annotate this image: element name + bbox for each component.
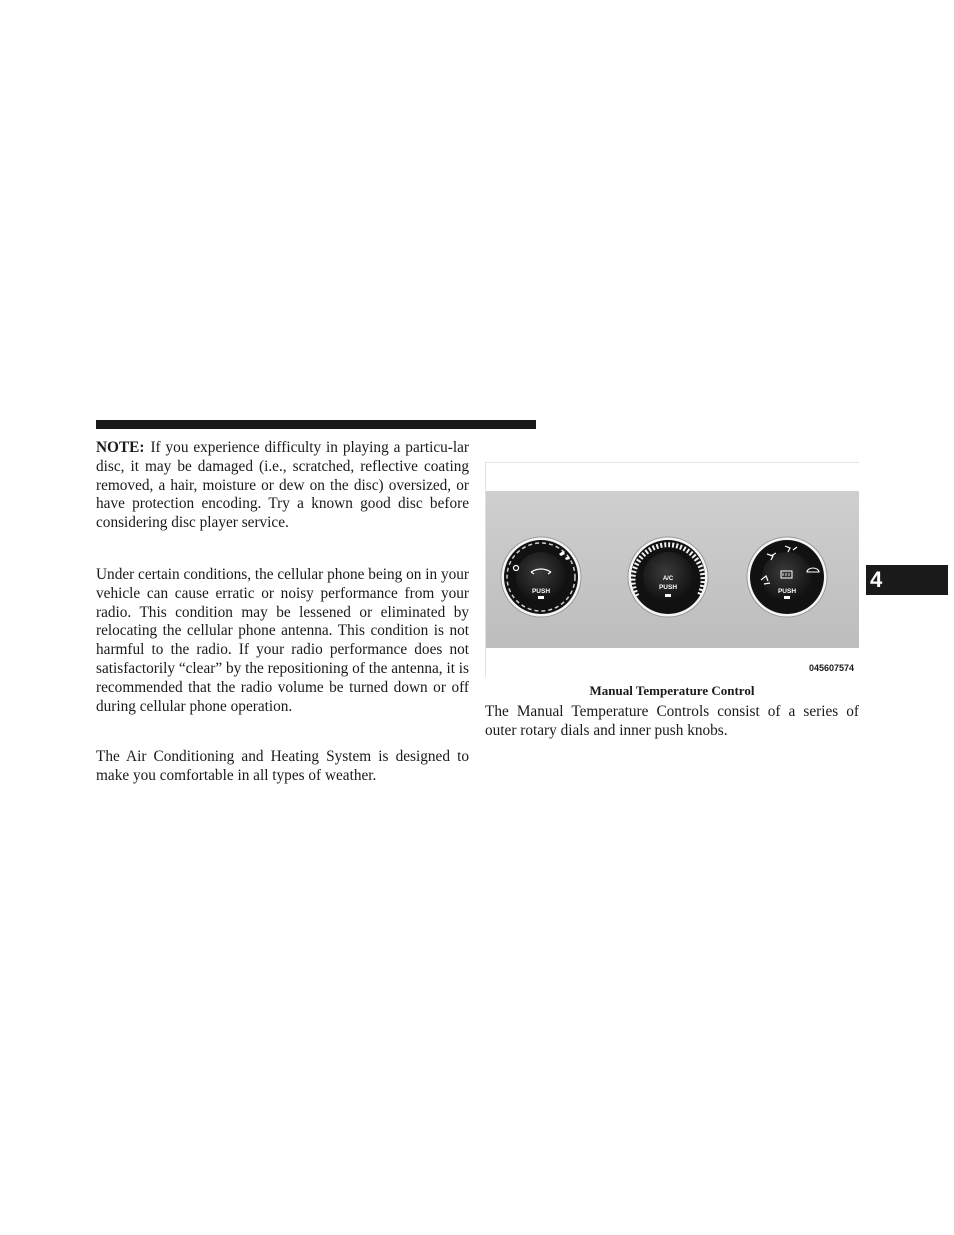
ac-paragraph: The Air Conditioning and Heating System is designed to make you comfortable in all types of weather. [96, 748, 469, 784]
note-label: NOTE: [96, 439, 145, 456]
figure-caption: Manual Temperature Control [589, 683, 755, 698]
controls-paragraph: The Manual Temperature Controls consist of a series of outer rotary dials and inner push knobs. [485, 703, 859, 739]
mode-dial[interactable] [747, 537, 827, 617]
chapter-tab [866, 565, 948, 595]
image-code: 045607574 [808, 663, 854, 673]
chapter-number: 4 [870, 567, 883, 592]
note-paragraph [96, 439, 469, 533]
temperature-dial[interactable] [628, 537, 708, 617]
ac-label: A/C [662, 576, 674, 582]
note-text: If you experience difficulty in playing a particu-lar disc, it may be damaged (i.e., scratched, reflective coating removed, a hair, moisture or dew on the disc) oversized, or have protection encoding. Try a known good disc before considering disc player service. [96, 439, 469, 532]
push-label-1: PUSH [531, 588, 551, 595]
section-rule [96, 420, 536, 429]
fan-speed-dial[interactable] [501, 537, 581, 617]
push-label-2: PUSH [658, 584, 678, 591]
push-label-3: PUSH [777, 588, 797, 595]
temperature-control-figure [485, 462, 859, 677]
cellular-paragraph: Under certain conditions, the cellular phone being on in your vehicle can cause erratic or noisy performance from your radio. This condition may be lessened or eliminated by relocating the cellular phone antenna. This condition is not harmful to the radio. If your radio performance does not satisfactorily “clear” by the repositioning of the antenna, it is recommended that the radio volume be turned down or off during cellular phone operation. [96, 566, 469, 715]
